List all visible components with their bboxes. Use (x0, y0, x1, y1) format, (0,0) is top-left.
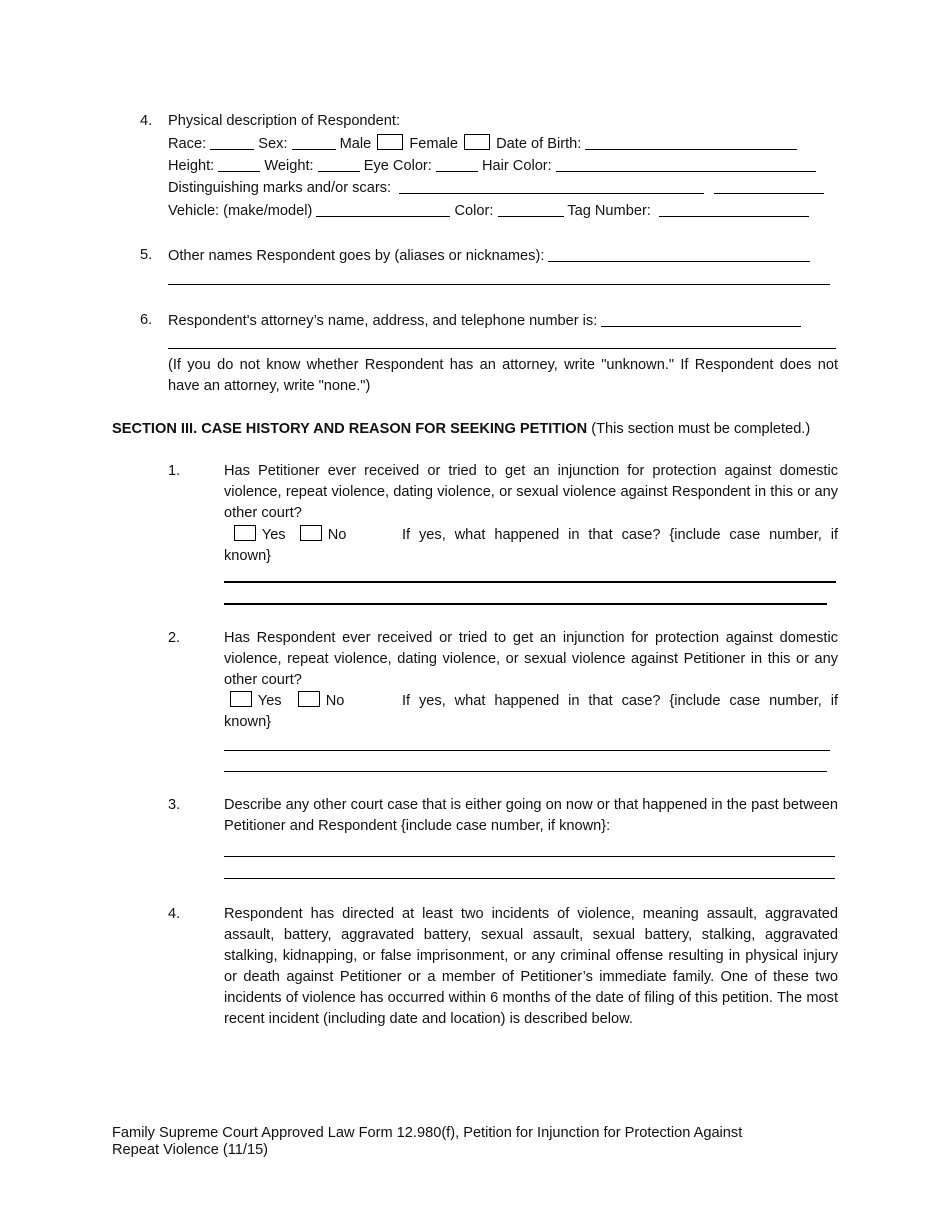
q1-answer-line1[interactable] (224, 581, 836, 583)
q2-number: 2. (168, 630, 181, 646)
male-checkbox[interactable] (377, 134, 403, 150)
q2-answer-line1[interactable] (224, 750, 830, 751)
q1-answer-line2[interactable] (224, 603, 827, 605)
section3-heading: SECTION III. CASE HISTORY AND REASON FOR SEEKING PETITION (112, 421, 588, 437)
hair-color-field[interactable] (556, 157, 816, 172)
item6-row (168, 312, 801, 329)
q2-followup: If yes, what happened in that case? {include case number, if known} (224, 693, 838, 730)
weight-field[interactable] (318, 157, 360, 172)
item5-row (168, 247, 810, 264)
aliases-field-line2[interactable] (168, 284, 830, 285)
marks-label: Distinguishing marks and/or scars: (168, 180, 392, 196)
section3-note: (This section must be completed.) (591, 421, 811, 437)
color-field[interactable] (498, 202, 564, 217)
height-label: Height: (168, 158, 215, 174)
item6-note: (If you do not know whether Respondent has an attorney, write "unknown." If Respondent does not have an attorney, write "none.") (168, 357, 838, 394)
footer-line2: Repeat Violence (11/15) (112, 1142, 269, 1158)
item5-label: Other names Respondent goes by (aliases or nicknames): (168, 248, 545, 264)
item6-label: Respondent's attorney’s name, address, and telephone number is: (168, 313, 598, 329)
eye-color-label: Eye Color: (363, 158, 432, 174)
q1-no-label: No (327, 527, 347, 543)
color-label: Color: (454, 203, 494, 219)
item4-row-height-hair (168, 157, 816, 174)
q3-answer-line1[interactable] (224, 856, 835, 857)
eye-color-field[interactable] (436, 157, 478, 172)
q4-number: 4. (168, 906, 181, 922)
item4-row-marks (168, 179, 824, 196)
q1-yes-label: Yes (261, 527, 286, 543)
race-field[interactable] (210, 135, 254, 150)
male-label: Male (339, 136, 372, 152)
q3-answer-line2[interactable] (224, 878, 835, 879)
q4-text: Respondent has directed at least two incidents of violence, meaning assault, aggravated assault, battery, aggravated battery, sexual assault, sexual battery, stalking, aggravated stalking, kidnapping, or false imprisonment, or any criminal offense resulting in physical injury or death against Petitioner or a member of Petitioner’s immediate family. One of these two incidents of violence has occurred within 6 months of the date of filing of this petition. The most recent incident (including date and location) is described below. (224, 906, 838, 1027)
item4-row-race-sex (168, 134, 797, 152)
height-field[interactable] (218, 157, 260, 172)
tag-label: Tag Number: (567, 203, 651, 219)
q1-followup: If yes, what happened in that case? {include case number, if known} (224, 527, 838, 564)
footer-line1: Family Supreme Court Approved Law Form 12.980(f), Petition for Injunction for Protection Against (112, 1125, 743, 1141)
q3-number: 3. (168, 797, 181, 813)
vehicle-label: Vehicle: (make/model) (168, 203, 313, 219)
item4-number: 4. (140, 113, 153, 129)
marks-field-extra[interactable] (714, 179, 824, 194)
aliases-field[interactable] (548, 247, 810, 262)
sex-field[interactable] (292, 135, 336, 150)
attorney-field[interactable] (601, 312, 801, 327)
item6-number: 6. (140, 312, 153, 328)
weight-label: Weight: (264, 158, 314, 174)
race-label: Race: (168, 136, 207, 152)
female-checkbox[interactable] (464, 134, 490, 150)
page-footer (112, 1125, 812, 1159)
q2-text: Has Respondent ever received or tried to get an injunction for protection against domestic violence, repeat violence, dating violence, or sexual violence against Petitioner in this or any other court? (224, 630, 838, 688)
item4-heading: Physical description of Respondent: (168, 113, 401, 129)
q2-no-label: No (325, 693, 345, 709)
item5-number: 5. (140, 247, 153, 263)
q1-text: Has Petitioner ever received or tried to get an injunction for protection against domestic violence, repeat violence, dating violence, or sexual violence against Respondent in this or any other court? (224, 463, 838, 521)
dob-label: Date of Birth: (496, 136, 582, 152)
marks-field[interactable] (399, 179, 704, 194)
attorney-field-line2[interactable] (168, 348, 836, 349)
q2-answer-line2[interactable] (224, 771, 827, 772)
dob-field[interactable] (585, 135, 797, 150)
q3-text: Describe any other court case that is either going on now or that happened in the past between Petitioner and Respondent {include case number, if known}: (224, 797, 838, 834)
tag-field[interactable] (659, 202, 809, 217)
section3-title (112, 421, 810, 437)
hair-color-label: Hair Color: (481, 158, 552, 174)
sex-label: Sex: (258, 136, 288, 152)
item4-row-vehicle (168, 202, 809, 219)
female-label: Female (409, 136, 459, 152)
q1-number: 1. (168, 463, 181, 479)
q2-yes-label: Yes (257, 693, 282, 709)
vehicle-field[interactable] (316, 202, 450, 217)
